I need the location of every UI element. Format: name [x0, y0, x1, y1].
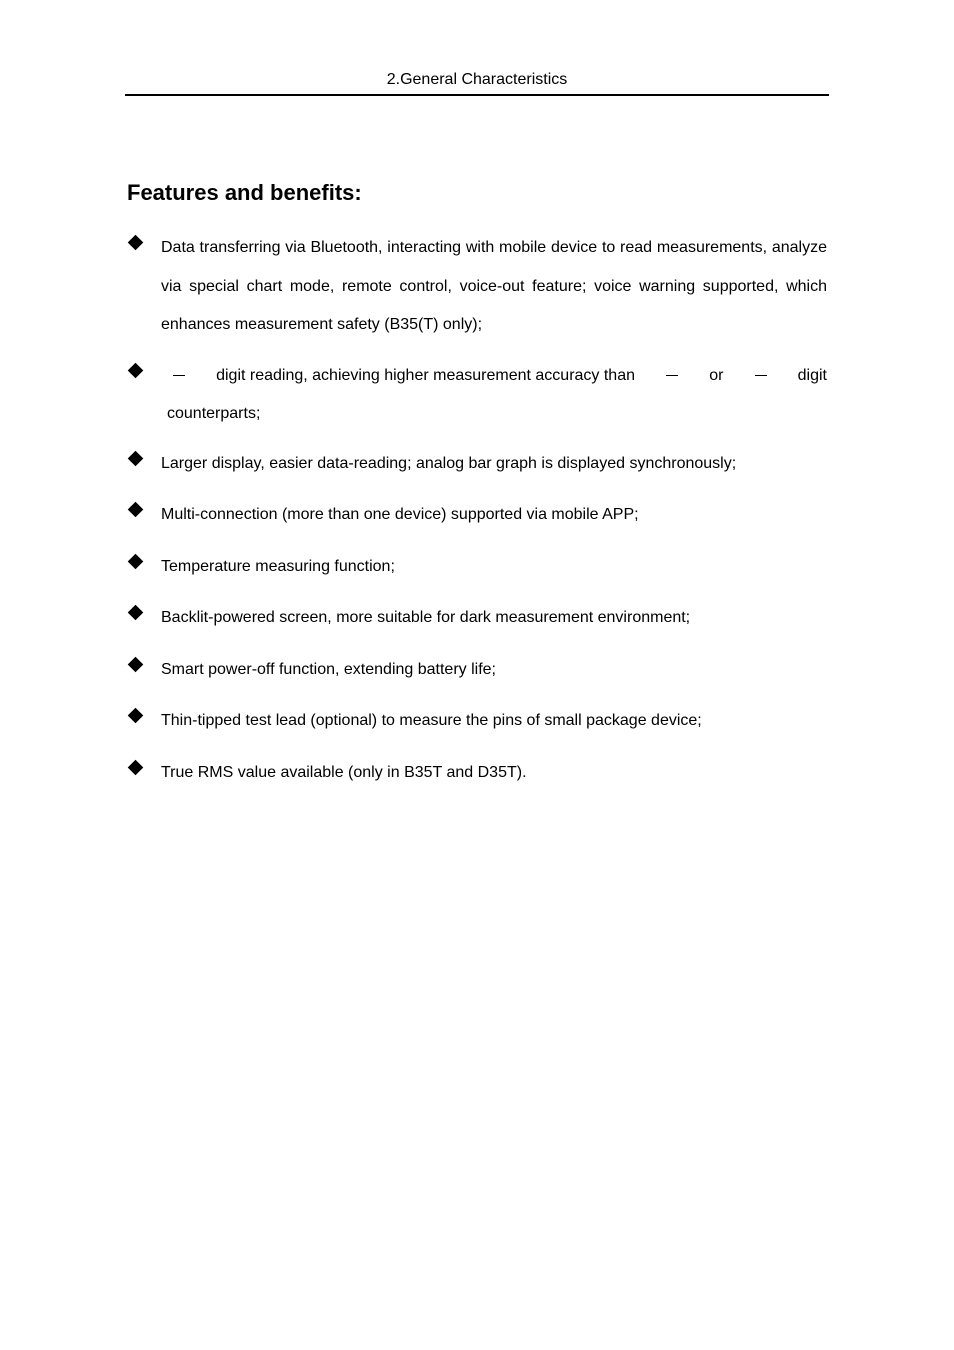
diamond-bullet-icon: [127, 548, 141, 575]
feature-text-part3-word: digit: [797, 366, 827, 384]
feature-text: Thin-tipped test lead (optional) to measure the pins of small package device;: [161, 712, 702, 729]
diamond-bullet-icon: [127, 599, 141, 626]
list-item: [127, 229, 827, 345]
digit-reading-line: [161, 357, 827, 396]
diamond-bullet-icon: [127, 445, 141, 472]
feature-text: Smart power-off function, extending battery life;: [161, 660, 496, 678]
list-item: [127, 702, 827, 741]
diamond-bullet-icon: [127, 496, 141, 523]
digit-dash-icon: [666, 375, 678, 376]
page-header: [125, 68, 829, 96]
list-item: [127, 651, 827, 690]
feature-text: Temperature measuring function;: [161, 557, 395, 575]
list-item: [127, 445, 827, 484]
feature-text-part1: digit reading, achieving higher measurement accuracy than: [216, 366, 635, 384]
list-item: [127, 496, 827, 535]
list-item: [127, 357, 827, 434]
digit-dash-icon: [173, 375, 185, 376]
diamond-bullet-icon: [127, 702, 141, 729]
digit-dash-icon: [755, 375, 767, 376]
list-item: [127, 599, 827, 638]
diamond-bullet-icon: [127, 229, 141, 256]
diamond-bullet-icon: [127, 357, 141, 384]
feature-text: True RMS value available (only in B35T and D35T).: [161, 763, 527, 781]
feature-text: Larger display, easier data-reading; analog bar graph is displayed synchronously;: [161, 454, 737, 472]
list-item: [127, 548, 827, 587]
feature-text: Data transferring via Bluetooth, interacting with mobile device to read measurements, analyze via special chart mode, remote control, voice-out feature; voice warning supported, which enhances measurement safety (B35(T) only);: [161, 239, 827, 333]
section-title: Features and benefits:: [127, 180, 362, 205]
page-header-title: 2.General Characteristics: [386, 71, 568, 88]
features-list: [127, 229, 827, 805]
list-item: [127, 754, 827, 793]
diamond-bullet-icon: [127, 754, 141, 781]
feature-text: Multi-connection (more than one device) supported via mobile APP;: [161, 506, 639, 523]
feature-text-continuation: counterparts;: [167, 405, 261, 422]
feature-text: Backlit-powered screen, more suitable for dark measurement environment;: [161, 609, 691, 626]
feature-text-part2: or: [709, 366, 724, 384]
diamond-bullet-icon: [127, 651, 141, 678]
